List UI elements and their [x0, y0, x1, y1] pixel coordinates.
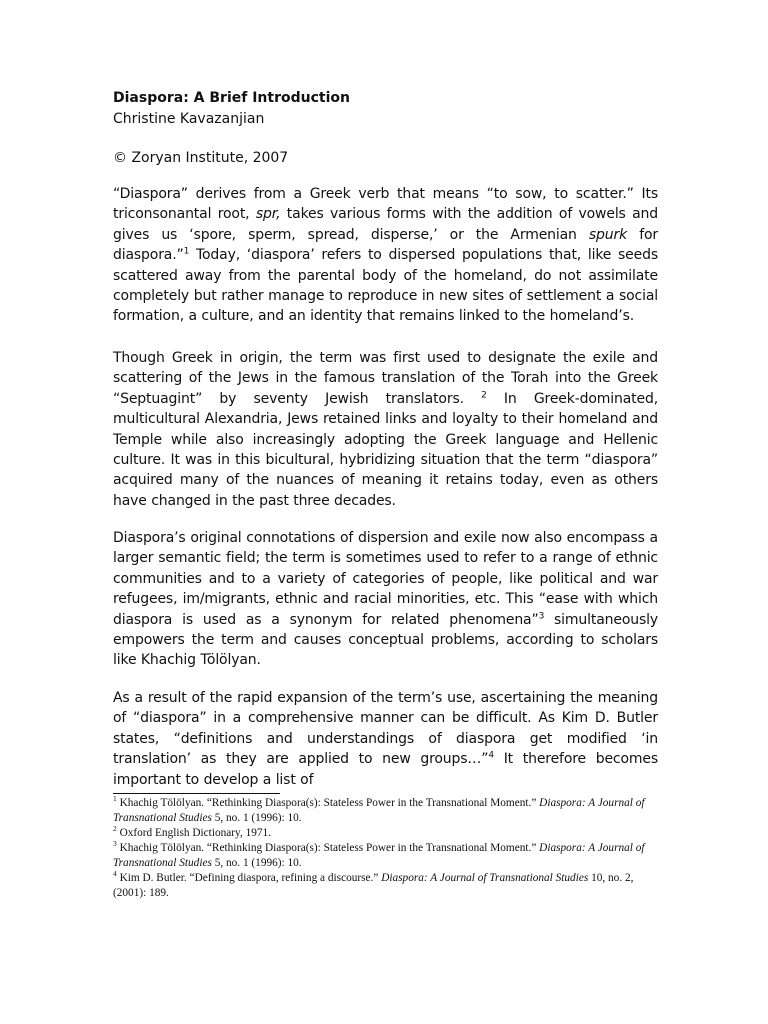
footnote-ref-2[interactable]: 2: [481, 390, 487, 401]
footnote-2: [113, 826, 658, 841]
paragraph-text: simultaneously empowers the term and causes conceptual problems, according to scholars like Khachig Tölölyan.: [113, 611, 658, 669]
footnote-ref-3[interactable]: 3: [538, 610, 545, 621]
paragraph-1: [113, 184, 658, 327]
footnote-number: 1: [113, 794, 117, 804]
paragraph-text: takes various forms with the addition of vowels and gives us ‘spore, sperm, spread, disperse,’ or the Armenian: [113, 206, 658, 243]
paragraph-3: [113, 528, 658, 671]
footnote-ref-1[interactable]: 1: [183, 246, 190, 257]
paragraph-text: As a result of the rapid expansion of the term’s use, ascertaining the meaning of “diaspora” in a comprehensive manner can be difficult. As Kim D. Butler states, “definitions and understandings of diaspora get modified ‘in translation’ as they are applied to new groups…”: [113, 690, 658, 768]
italic-term: spr,: [255, 206, 281, 223]
footnote-3: [113, 841, 658, 871]
paragraph-2: [113, 348, 658, 511]
footnote-journal: Diaspora: A Journal of Transnational Studies: [113, 842, 645, 869]
paragraph-text: In Greek-dominated, multicultural Alexandria, Jews retained links and loyalty to their homeland and Temple while also increasingly adopting the Greek language and Hellenic culture. It was in this bicultural, hybridizing situation that the term “diaspora” acquired many of the nuances of meaning it retains today, even as others have changed in the past three decades.: [113, 390, 659, 509]
footnote-citation: 5, no. 1 (1996): 10.: [211, 812, 302, 824]
footnote-text: Khachig Tölölyan. “Rethinking Diaspora(s): Stateless Power in the Transnational Moment.”: [116, 842, 540, 854]
footnotes: [113, 796, 658, 901]
footnote-ref-4[interactable]: 4: [488, 750, 494, 761]
footnote-journal: Diaspora: A Journal of Transnational Studies: [113, 797, 645, 824]
paragraph-text: It therefore becomes important to develop a list of: [113, 751, 658, 788]
italic-term: spurk: [588, 226, 628, 243]
paragraph-text: Today, ‘diaspora’ refers to dispersed populations that, like seeds scattered away from the parental body of the homeland, do not assimilate completely but rather manage to reproduce in new sites of settlement a social formation, a culture, and an identity that remains linked to the homeland’s.: [113, 247, 658, 325]
footnote-text: Kim D. Butler. “Defining diaspora, refining a discourse.”: [116, 872, 382, 884]
footnote-citation: 5, no. 1 (1996): 10.: [211, 857, 302, 869]
author-name: Christine Kavazanjian: [113, 111, 265, 127]
footnote-citation: 10, no. 2, (2001): 189.: [113, 872, 634, 899]
paragraph-text: for diaspora.”: [113, 226, 658, 264]
document-title: Diaspora: A Brief Introduction: [113, 90, 350, 106]
paragraph-4: [113, 688, 658, 790]
footnote-number: 3: [113, 839, 117, 849]
footnote-4: [113, 871, 658, 901]
footnote-number: 4: [113, 869, 117, 879]
footnote-text: Khachig Tölölyan. “Rethinking Diaspora(s): Stateless Power in the Transnational Moment.”: [116, 797, 540, 809]
paragraph-text: Though Greek in origin, the term was first used to designate the exile and scattering of the Jews in the famous translation of the Torah into the Greek “Septuagint” by seventy Jewish translators.: [113, 350, 658, 407]
footnote-text: Oxford English Dictionary, 1971.: [116, 827, 272, 839]
footnote-journal: Diaspora: A Journal of Transnational Studies: [381, 872, 589, 884]
footnote-divider: [113, 793, 280, 794]
copyright-line: © Zoryan Institute, 2007: [113, 150, 289, 166]
footnote-number: 2: [113, 824, 117, 834]
paragraph-text: Diaspora’s original connotations of dispersion and exile now also encompass a larger semantic field; the term is sometimes used to refer to a range of ethnic communities and to a variety of categories of people, like political and war refugees, im/migrants, ethnic and racial minorities, etc. This “ease with which diaspora is used as a synonym for related phenomena”: [113, 530, 658, 628]
footnote-1: [113, 796, 658, 826]
paragraph-text: “Diaspora” derives from a Greek verb that means “to sow, to scatter.” Its triconsonantal root,: [113, 186, 658, 223]
